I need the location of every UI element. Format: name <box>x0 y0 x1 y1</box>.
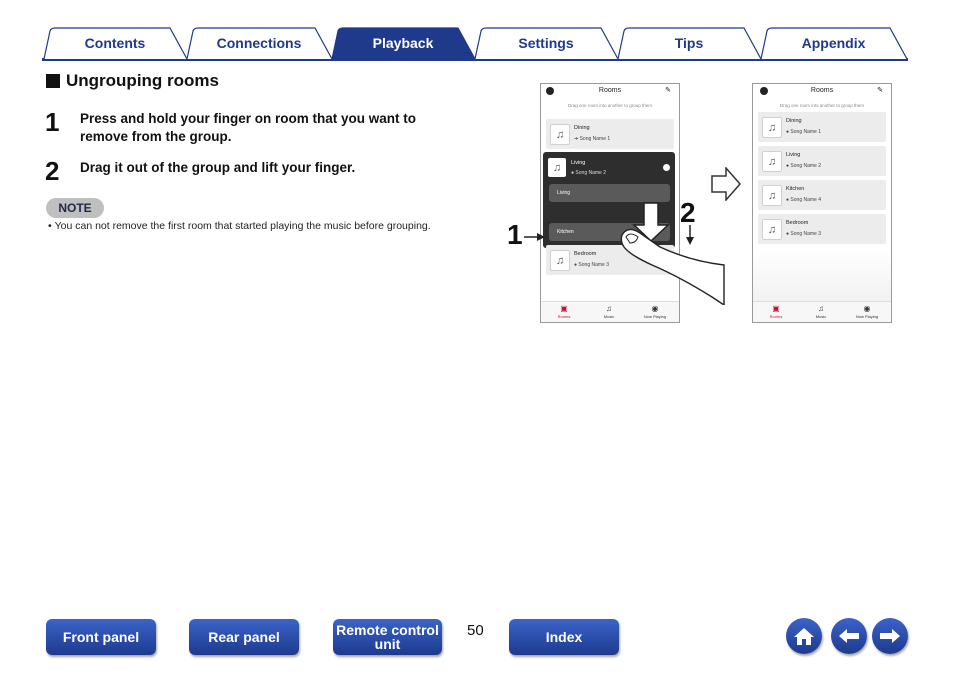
nav-now-playing-label: Now Playing <box>643 314 667 319</box>
rooms-icon: ▣ <box>560 304 568 313</box>
home-icon <box>793 626 815 646</box>
finger-icon <box>621 229 724 305</box>
tab-settings[interactable] <box>473 27 619 59</box>
rooms-icon: ▣ <box>772 304 780 313</box>
room-card-living[interactable] <box>758 146 886 176</box>
nav-music[interactable] <box>594 304 624 319</box>
phone-left-subtitle: Drag one room into another to group them <box>567 103 653 108</box>
room-song: ➔ Song Name 1 <box>574 136 611 142</box>
room-song-title: Song Name 4 <box>790 197 821 203</box>
callout-2-arrowhead <box>686 237 694 245</box>
phone-right-navbar <box>753 301 891 322</box>
phone-left-title: Rooms <box>598 87 622 94</box>
room-song: ● Song Name 4 <box>786 197 821 203</box>
remote-control-unit-button[interactable] <box>333 619 442 655</box>
room-card-kitchen[interactable] <box>758 180 886 210</box>
room-song-title: Song Name 2 <box>790 163 821 169</box>
group-name: Living <box>571 160 586 166</box>
music-note-icon: ♫ <box>548 158 566 177</box>
room-song: ● Song Name 1 <box>786 129 821 135</box>
nav-music[interactable] <box>806 304 836 319</box>
room-name: Dining <box>786 118 802 124</box>
drag-gesture-illustration <box>600 195 730 305</box>
section-title: Ungrouping rooms <box>66 71 219 90</box>
nav-rooms[interactable] <box>549 304 579 319</box>
music-note-icon: ♫ <box>550 250 570 271</box>
callout-2: 2 <box>680 197 696 228</box>
phone-screenshot-right <box>752 83 892 323</box>
tab-contents-label: Contents <box>84 35 146 51</box>
step-1-line-1: Press and hold your finger on room that you want to <box>80 111 417 126</box>
room-song: ● Song Name 2 <box>786 163 821 169</box>
phone-right-subtitle: Drag one room into another to group them <box>779 103 865 108</box>
nav-rooms[interactable] <box>761 304 791 319</box>
nav-now-playing[interactable] <box>852 304 882 319</box>
group-song-title: Song Name 2 <box>575 170 606 176</box>
bullet-dot-icon: • <box>48 220 55 232</box>
room-name: Dining <box>574 125 590 131</box>
music-note-icon: ♫ <box>762 219 782 240</box>
tab-playback[interactable] <box>330 27 476 59</box>
tab-appendix[interactable] <box>759 27 908 59</box>
tab-connections-label: Connections <box>216 35 302 51</box>
music-icon: ♫ <box>818 304 824 313</box>
nav-now-playing-label: Now Playing <box>855 314 879 319</box>
music-note-icon: ♫ <box>550 124 570 145</box>
back-button[interactable] <box>831 618 867 654</box>
section-heading <box>46 71 219 91</box>
transition-arrow-icon <box>711 167 741 201</box>
room-song-title: Song Name 3 <box>578 262 609 268</box>
square-bullet-icon <box>46 74 60 88</box>
music-note-icon: ♫ <box>762 185 782 206</box>
index-button[interactable]: Index <box>509 619 619 655</box>
note-badge: NOTE <box>46 198 104 218</box>
home-button[interactable] <box>786 618 822 654</box>
callout-1-arrow-icon <box>524 232 546 242</box>
room-song-title: Song Name 1 <box>579 136 611 142</box>
nav-music-label: Music <box>603 314 615 319</box>
rear-panel-button[interactable]: Rear panel <box>189 619 299 655</box>
tab-tips[interactable] <box>616 27 762 59</box>
nav-rooms-label: Rooms <box>769 314 783 319</box>
room-name: Bedroom <box>574 251 597 257</box>
arrow-right-icon <box>878 628 902 644</box>
front-panel-button[interactable]: Front panel <box>46 619 156 655</box>
nav-now-playing[interactable] <box>640 304 670 319</box>
room-card-bedroom[interactable] <box>758 214 886 244</box>
tab-connections[interactable] <box>185 27 333 59</box>
room-song: ● Song Name 3 <box>786 231 821 237</box>
music-note-icon: ♫ <box>762 151 782 172</box>
note-bullet-item <box>48 220 431 232</box>
sub-room-name: Kitchen <box>557 229 574 235</box>
tab-contents[interactable] <box>42 27 188 59</box>
room-name: Bedroom <box>786 220 809 226</box>
settings-dot-icon[interactable] <box>663 164 670 171</box>
tab-tips-label: Tips <box>674 35 704 51</box>
step-1-text <box>80 110 416 146</box>
remote-control-label-line-1: Remote control <box>336 622 439 638</box>
remote-control-label-line-2: unit <box>374 636 401 652</box>
note-bullet-text: You can not remove the first room that started playing the music before grouping. <box>54 220 431 232</box>
step-1-number: 1 <box>45 107 60 137</box>
music-icon: ♫ <box>606 304 612 313</box>
tab-playback-label: Playback <box>372 35 434 51</box>
tab-settings-label: Settings <box>518 35 574 51</box>
room-song: ● Song Name 3 <box>574 262 609 268</box>
sub-room-name: Living <box>557 190 571 196</box>
forward-button[interactable] <box>872 618 908 654</box>
step-2-text: Drag it out of the group and lift your finger. <box>80 160 356 175</box>
group-song: ● Song Name 2 <box>571 170 606 176</box>
room-name: Kitchen <box>786 186 805 192</box>
now-playing-icon: ◉ <box>651 304 659 313</box>
room-card-dining[interactable] <box>758 112 886 142</box>
nav-music-label: Music <box>815 314 827 319</box>
music-note-icon: ♫ <box>762 117 782 138</box>
page-number: 50 <box>467 622 484 639</box>
tab-appendix-label: Appendix <box>801 35 866 51</box>
step-1-line-2: remove from the group. <box>80 129 232 144</box>
arrow-left-icon <box>837 628 861 644</box>
room-song-title: Song Name 1 <box>790 129 821 135</box>
edit-icon: ✎ <box>877 87 883 94</box>
room-song-title: Song Name 3 <box>790 231 821 237</box>
room-name: Living <box>786 152 801 158</box>
step-2-number: 2 <box>45 156 60 186</box>
now-playing-icon: ◉ <box>863 304 871 313</box>
callout-1: 1 <box>507 219 523 250</box>
nav-rooms-label: Rooms <box>557 314 571 319</box>
phone-right-title: Rooms <box>810 87 834 94</box>
edit-icon: ✎ <box>665 87 671 94</box>
room-card-dining[interactable] <box>546 119 674 149</box>
